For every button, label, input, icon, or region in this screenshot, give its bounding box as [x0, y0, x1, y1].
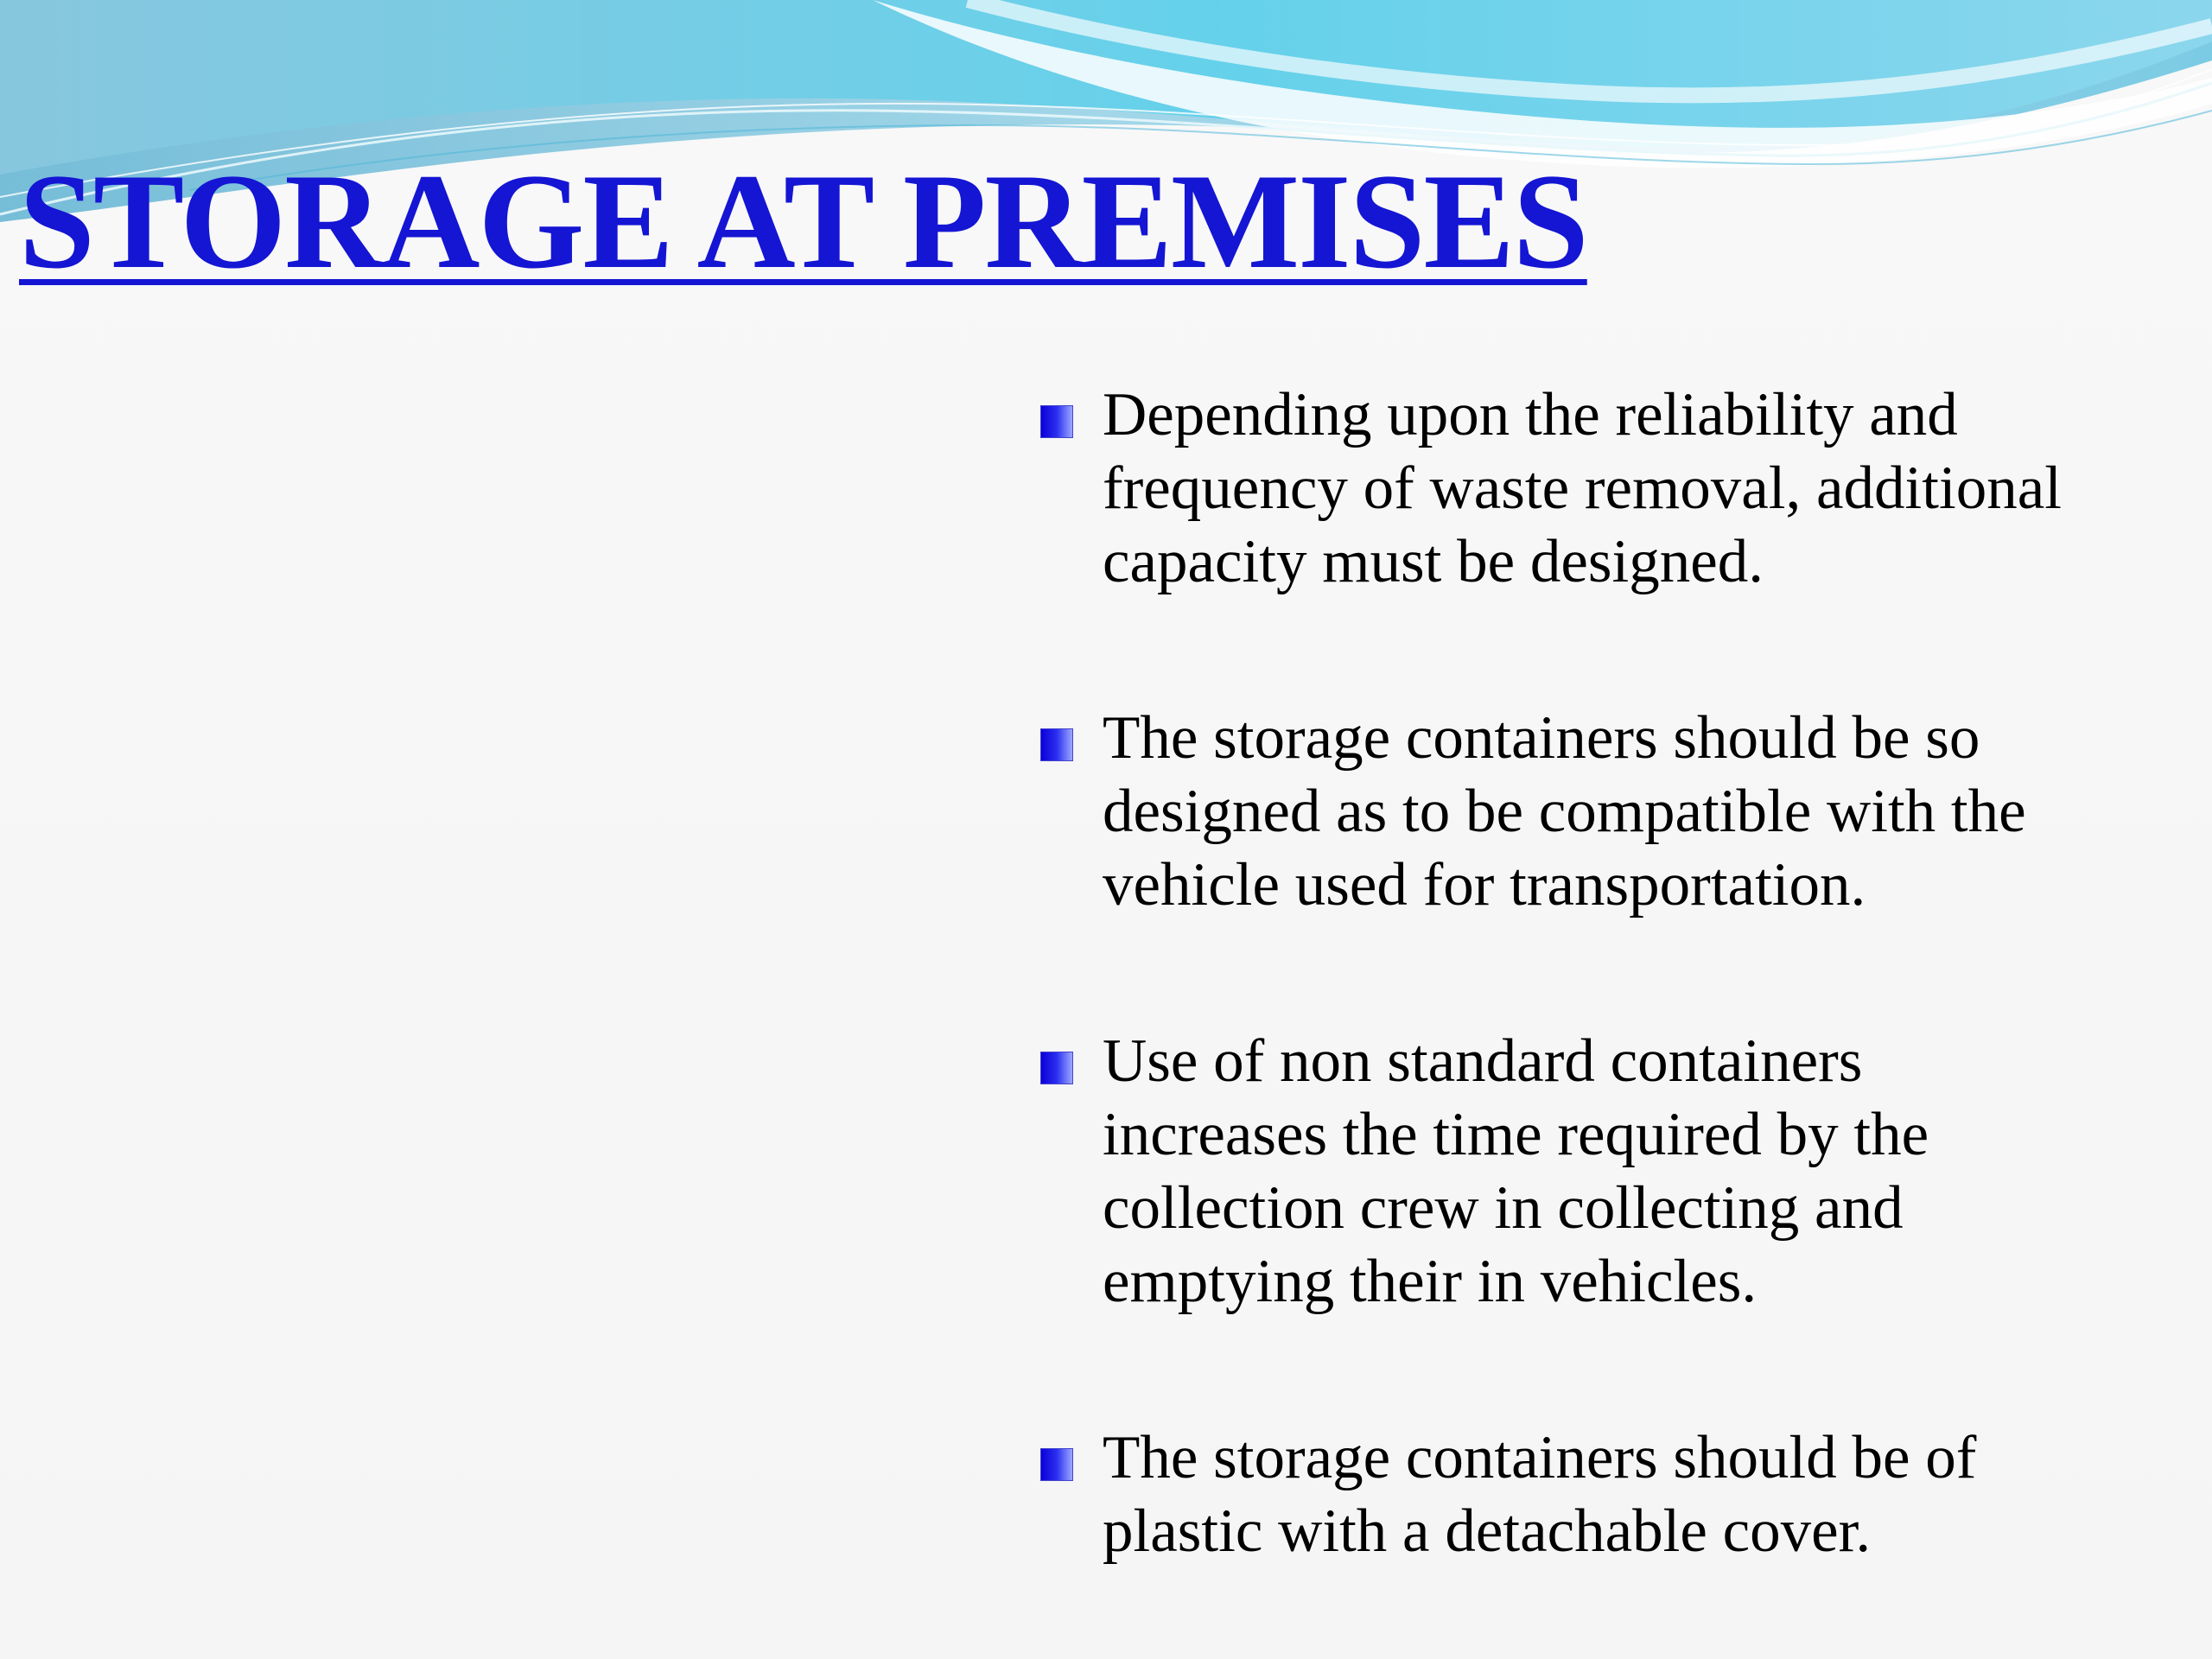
square-bullet-icon [1040, 728, 1073, 761]
square-bullet-icon [1040, 1052, 1073, 1084]
page-title: STORAGE AT PREMISES [19, 146, 1587, 297]
bullet-item-2 [1040, 702, 2181, 926]
bullet-item-3 [1040, 1025, 2181, 1323]
bullet-item-4 [1040, 1421, 2181, 1573]
bullet-text: The storage containers should be of plastic with a detachable cover. [1103, 1424, 1977, 1565]
bullet-item-1 [1040, 378, 2181, 603]
square-bullet-icon [1040, 405, 1073, 438]
bullet-text: The storage containers should be so designed as to be compatible with the vehicle used for transportation. [1103, 704, 2026, 918]
bullet-text: Use of non standard containers increases the time required by the collection crew in collecting and emptying their in vehicles. [1103, 1027, 1929, 1315]
square-bullet-icon [1040, 1448, 1073, 1481]
bullet-text: Depending upon the reliability and frequency of waste removal, additional capacity must be designed. [1103, 381, 2062, 595]
